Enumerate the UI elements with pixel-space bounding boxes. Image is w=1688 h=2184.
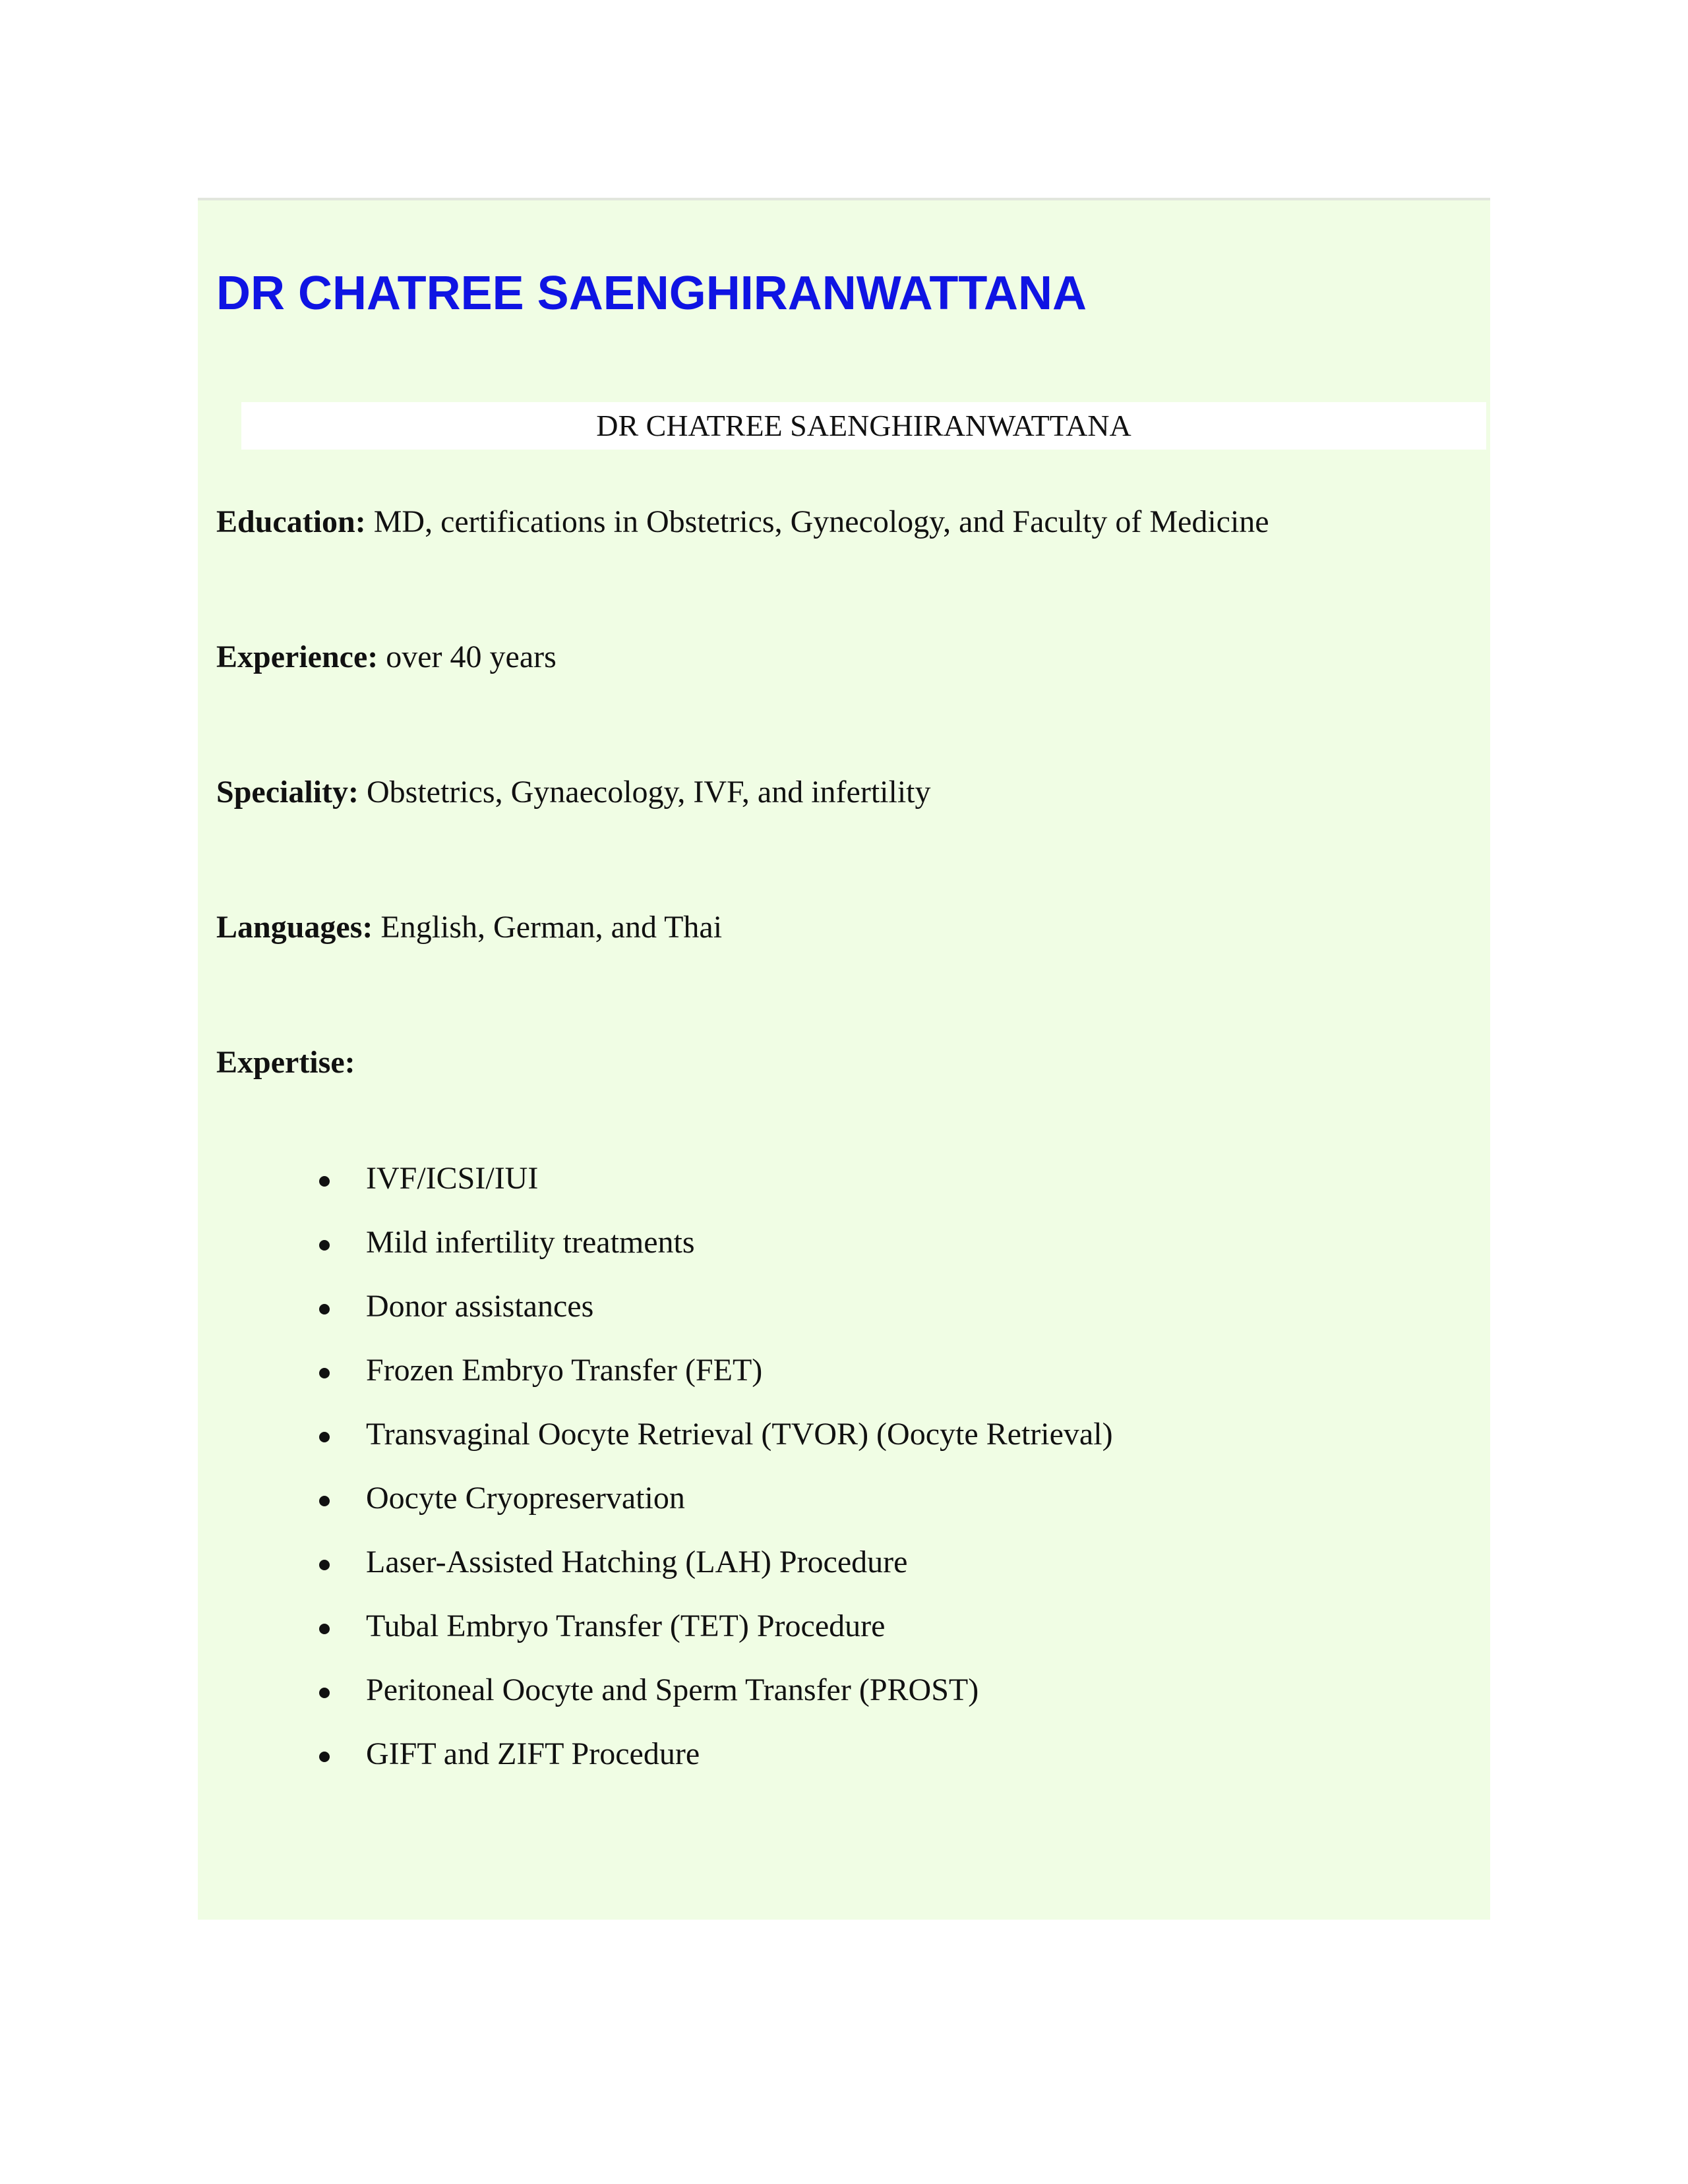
- bullet-icon: [319, 1240, 330, 1251]
- speciality-value: Obstetrics, Gynaecology, IVF, and infertility: [358, 775, 931, 810]
- experience-field: [216, 636, 557, 678]
- expertise-label: Expertise:: [216, 1045, 355, 1080]
- experience-value: over 40 years: [378, 639, 557, 674]
- speciality-field: [216, 771, 931, 813]
- list-item-text: Peritoneal Oocyte and Sperm Transfer (PROST): [366, 1672, 979, 1707]
- bullet-icon: [319, 1752, 330, 1762]
- bullet-icon: [319, 1624, 330, 1634]
- doctor-name-heading: DR CHATREE SAENGHIRANWATTANA: [216, 267, 1087, 320]
- education-label: Education:: [216, 504, 366, 539]
- list-item-text: Laser-Assisted Hatching (LAH) Procedure: [366, 1545, 908, 1579]
- languages-field: [216, 906, 722, 949]
- languages-value: English, German, and Thai: [373, 910, 723, 945]
- bullet-icon: [319, 1368, 330, 1378]
- bullet-icon: [319, 1304, 330, 1314]
- languages-label: Languages:: [216, 910, 373, 945]
- list-item-text: Mild infertility treatments: [366, 1225, 695, 1260]
- education-value: MD, certifications in Obstetrics, Gynecology, and Faculty of Medicine: [365, 504, 1269, 539]
- list-item-text: GIFT and ZIFT Procedure: [366, 1736, 700, 1771]
- list-item-text: Oocyte Cryopreservation: [366, 1481, 685, 1516]
- list-item-text: Tubal Embryo Transfer (TET) Procedure: [366, 1608, 886, 1643]
- expertise-heading: [216, 1042, 355, 1084]
- bullet-icon: [319, 1560, 330, 1570]
- education-field: [216, 501, 1269, 543]
- list-item-text: Transvaginal Oocyte Retrieval (TVOR) (Oocyte Retrieval): [366, 1417, 1113, 1452]
- list-item-text: IVF/ICSI/IUI: [366, 1161, 539, 1196]
- bullet-icon: [319, 1688, 330, 1698]
- bullet-icon: [319, 1496, 330, 1506]
- profile-panel: [198, 198, 1490, 1920]
- bullet-icon: [319, 1176, 330, 1187]
- image-caption: DR CHATREE SAENGHIRANWATTANA: [241, 402, 1486, 450]
- list-item-text: Frozen Embryo Transfer (FET): [366, 1353, 763, 1388]
- speciality-label: Speciality:: [216, 775, 359, 810]
- list-item-text: Donor assistances: [366, 1289, 594, 1324]
- bullet-icon: [319, 1432, 330, 1442]
- experience-label: Experience:: [216, 639, 378, 674]
